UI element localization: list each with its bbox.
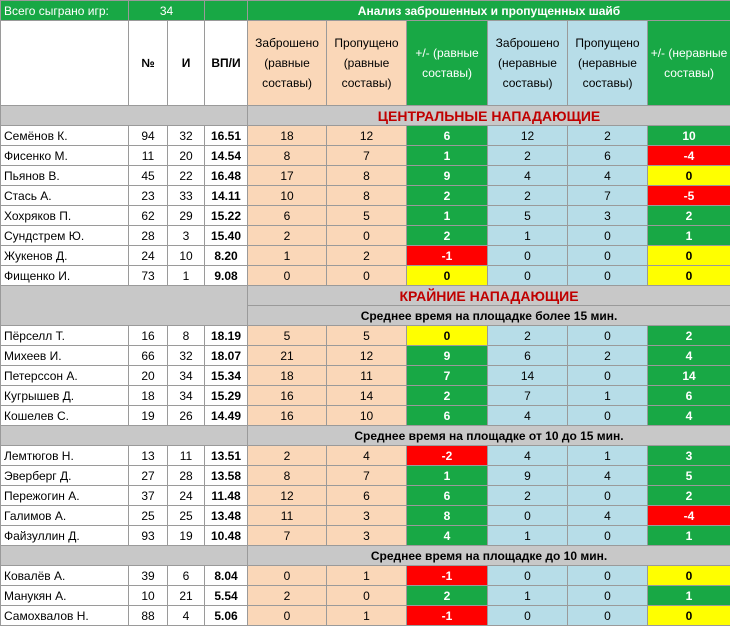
scored-uneven: 6 <box>488 346 568 366</box>
table-row <box>1 466 730 486</box>
plus-minus-even: 0 <box>407 326 488 346</box>
scored-uneven: 12 <box>488 126 568 146</box>
games-value: 34 <box>129 1 205 21</box>
plus-minus-even: 2 <box>407 186 488 206</box>
plus-minus-uneven: -4 <box>648 146 730 166</box>
ice-time-per-game: 18.19 <box>205 326 248 346</box>
plus-minus-uneven: 0 <box>648 166 730 186</box>
conceded-uneven: 0 <box>568 266 648 286</box>
ice-time-per-game: 18.07 <box>205 346 248 366</box>
conceded-uneven: 6 <box>568 146 648 166</box>
table-row <box>1 246 730 266</box>
scored-even: 8 <box>248 466 327 486</box>
player-name: Фисенко М. <box>1 146 129 166</box>
scored-even: 10 <box>248 186 327 206</box>
player-name: Кугрышев Д. <box>1 386 129 406</box>
player-number: 93 <box>129 526 168 546</box>
games-played: 4 <box>168 606 205 626</box>
table-row <box>1 266 730 286</box>
scored-uneven: 4 <box>488 446 568 466</box>
pm-uneven-header: +/- (неравные составы) <box>648 21 730 106</box>
player-name: Жукенов Д. <box>1 246 129 266</box>
plus-minus-uneven: 14 <box>648 366 730 386</box>
plus-minus-uneven: 0 <box>648 266 730 286</box>
section-subtitle-row <box>1 546 730 566</box>
conceded-uneven: 2 <box>568 126 648 146</box>
table-row <box>1 526 730 546</box>
player-number: 16 <box>129 326 168 346</box>
conceded-even: 5 <box>327 326 407 346</box>
conceded-even: 0 <box>327 586 407 606</box>
plus-minus-uneven: 2 <box>648 206 730 226</box>
plus-minus-even: 0 <box>407 266 488 286</box>
scored-even: 0 <box>248 566 327 586</box>
plus-minus-even: 6 <box>407 126 488 146</box>
plus-minus-uneven: 3 <box>648 446 730 466</box>
games-played: 34 <box>168 386 205 406</box>
conceded-uneven: 4 <box>568 166 648 186</box>
ice-time-per-game: 14.54 <box>205 146 248 166</box>
player-number: 11 <box>129 146 168 166</box>
player-name: Михеев И. <box>1 346 129 366</box>
plus-minus-even: 7 <box>407 366 488 386</box>
name-header <box>1 21 129 106</box>
ice-time-per-game: 15.22 <box>205 206 248 226</box>
player-number: 73 <box>129 266 168 286</box>
ice-time-per-game: 15.34 <box>205 366 248 386</box>
player-name: Хохряков П. <box>1 206 129 226</box>
section-gray-cell <box>1 546 248 566</box>
vpi-header: ВП/И <box>205 21 248 106</box>
scored-even: 16 <box>248 386 327 406</box>
ice-time-per-game: 13.58 <box>205 466 248 486</box>
player-number: 25 <box>129 506 168 526</box>
scored-uneven: 0 <box>488 606 568 626</box>
games-played: 22 <box>168 166 205 186</box>
conceded-uneven: 0 <box>568 226 648 246</box>
ice-time-per-game: 5.06 <box>205 606 248 626</box>
player-name: Самохвалов Н. <box>1 606 129 626</box>
conceded-even: 5 <box>327 206 407 226</box>
conceded-uneven: 0 <box>568 326 648 346</box>
table-row <box>1 386 730 406</box>
plus-minus-uneven: 1 <box>648 586 730 606</box>
games-header: И <box>168 21 205 106</box>
plus-minus-even: 2 <box>407 586 488 606</box>
conceded-even: 8 <box>327 166 407 186</box>
conceded-even: 1 <box>327 606 407 626</box>
plus-minus-even: -1 <box>407 246 488 266</box>
ice-time-per-game: 16.51 <box>205 126 248 146</box>
ice-time-per-game: 5.54 <box>205 586 248 606</box>
player-number: 24 <box>129 246 168 266</box>
conceded-uneven: 4 <box>568 466 648 486</box>
ice-time-per-game: 10.48 <box>205 526 248 546</box>
games-played: 3 <box>168 226 205 246</box>
section-gray-cell <box>1 426 248 446</box>
conceded-even: 10 <box>327 406 407 426</box>
ice-time-per-game: 13.51 <box>205 446 248 466</box>
conceded-even: 3 <box>327 506 407 526</box>
scored-even: 6 <box>248 206 327 226</box>
player-number: 62 <box>129 206 168 226</box>
ice-time-per-game: 13.48 <box>205 506 248 526</box>
player-number: 10 <box>129 586 168 606</box>
player-number: 66 <box>129 346 168 366</box>
plus-minus-even: -1 <box>407 566 488 586</box>
player-name: Кошелев С. <box>1 406 129 426</box>
pm-even-header: +/- (равные составы) <box>407 21 488 106</box>
player-name: Стась А. <box>1 186 129 206</box>
table-row <box>1 366 730 386</box>
scored-even: 8 <box>248 146 327 166</box>
games-played: 6 <box>168 566 205 586</box>
games-played: 33 <box>168 186 205 206</box>
section-title: КРАЙНИЕ НАПАДАЮЩИЕ <box>248 286 730 306</box>
plus-minus-even: -1 <box>407 606 488 626</box>
games-played: 20 <box>168 146 205 166</box>
plus-minus-even: 8 <box>407 506 488 526</box>
player-name: Пережогин А. <box>1 486 129 506</box>
plus-minus-uneven: 6 <box>648 386 730 406</box>
table-row <box>1 166 730 186</box>
plus-minus-uneven: 4 <box>648 346 730 366</box>
table-row <box>1 126 730 146</box>
conceded-uneven-header: Пропущено (неравные составы) <box>568 21 648 106</box>
player-number: 45 <box>129 166 168 186</box>
scored-even: 0 <box>248 266 327 286</box>
player-name: Фищенко И. <box>1 266 129 286</box>
player-number: 39 <box>129 566 168 586</box>
scored-uneven: 0 <box>488 566 568 586</box>
player-name: Ковалёв А. <box>1 566 129 586</box>
plus-minus-even: 2 <box>407 386 488 406</box>
ice-time-per-game: 15.29 <box>205 386 248 406</box>
plus-minus-uneven: -5 <box>648 186 730 206</box>
plus-minus-uneven: 5 <box>648 466 730 486</box>
scored-even: 7 <box>248 526 327 546</box>
games-played: 32 <box>168 126 205 146</box>
games-played: 26 <box>168 406 205 426</box>
section-subtitle: Среднее время на площадке до 10 мин. <box>248 546 730 566</box>
table-row <box>1 486 730 506</box>
plus-minus-uneven: 10 <box>648 126 730 146</box>
conceded-uneven: 0 <box>568 586 648 606</box>
conceded-even: 12 <box>327 346 407 366</box>
ice-time-per-game: 8.20 <box>205 246 248 266</box>
conceded-even: 0 <box>327 266 407 286</box>
ice-time-per-game: 14.11 <box>205 186 248 206</box>
conceded-even-header: Пропущено (равные составы) <box>327 21 407 106</box>
plus-minus-uneven: 1 <box>648 526 730 546</box>
scored-even: 2 <box>248 226 327 246</box>
conceded-even: 3 <box>327 526 407 546</box>
conceded-even: 0 <box>327 226 407 246</box>
plus-minus-uneven: 4 <box>648 406 730 426</box>
table-row <box>1 506 730 526</box>
scored-uneven: 1 <box>488 226 568 246</box>
games-played: 24 <box>168 486 205 506</box>
section-title-row <box>1 286 730 306</box>
player-name: Лемтюгов Н. <box>1 446 129 466</box>
plus-minus-even: 2 <box>407 226 488 246</box>
scored-uneven: 7 <box>488 386 568 406</box>
table-row <box>1 206 730 226</box>
plus-minus-uneven: 0 <box>648 246 730 266</box>
scored-uneven: 5 <box>488 206 568 226</box>
player-number: 88 <box>129 606 168 626</box>
player-name: Файзуллин Д. <box>1 526 129 546</box>
section-title: ЦЕНТРАЛЬНЫЕ НАПАДАЮЩИЕ <box>248 106 730 126</box>
scored-even: 5 <box>248 326 327 346</box>
player-number: 27 <box>129 466 168 486</box>
scored-uneven: 0 <box>488 266 568 286</box>
player-number: 19 <box>129 406 168 426</box>
scored-even: 16 <box>248 406 327 426</box>
ice-time-per-game: 15.40 <box>205 226 248 246</box>
player-number: 18 <box>129 386 168 406</box>
player-number: 37 <box>129 486 168 506</box>
scored-even-header: Заброшено (равные составы) <box>248 21 327 106</box>
scored-even: 18 <box>248 126 327 146</box>
section-subtitle: Среднее время на площадке от 10 до 15 мин. <box>248 426 730 446</box>
conceded-uneven: 7 <box>568 186 648 206</box>
conceded-uneven: 0 <box>568 246 648 266</box>
scored-uneven-header: Заброшено (неравные составы) <box>488 21 568 106</box>
player-name: Галимов А. <box>1 506 129 526</box>
plus-minus-uneven: 1 <box>648 226 730 246</box>
plus-minus-even: 6 <box>407 486 488 506</box>
player-name: Семёнов К. <box>1 126 129 146</box>
player-number: 94 <box>129 126 168 146</box>
scored-uneven: 2 <box>488 326 568 346</box>
section-subtitle: Среднее время на площадке более 15 мин. <box>248 306 730 326</box>
table-row <box>1 226 730 246</box>
conceded-uneven: 4 <box>568 506 648 526</box>
plus-minus-uneven: 2 <box>648 486 730 506</box>
blank-cell <box>205 1 248 21</box>
plus-minus-even: -2 <box>407 446 488 466</box>
conceded-even: 11 <box>327 366 407 386</box>
scored-even: 12 <box>248 486 327 506</box>
section-title-row <box>1 106 730 126</box>
games-played: 34 <box>168 366 205 386</box>
scored-even: 18 <box>248 366 327 386</box>
conceded-uneven: 1 <box>568 446 648 466</box>
table-row <box>1 446 730 466</box>
plus-minus-even: 4 <box>407 526 488 546</box>
games-played: 11 <box>168 446 205 466</box>
scored-uneven: 0 <box>488 506 568 526</box>
games-played: 25 <box>168 506 205 526</box>
table-row <box>1 406 730 426</box>
scored-uneven: 4 <box>488 406 568 426</box>
scored-uneven: 2 <box>488 146 568 166</box>
player-name: Манукян А. <box>1 586 129 606</box>
games-played: 29 <box>168 206 205 226</box>
games-played: 8 <box>168 326 205 346</box>
scored-even: 0 <box>248 606 327 626</box>
section-gray-cell <box>1 286 248 326</box>
player-number: 20 <box>129 366 168 386</box>
conceded-uneven: 1 <box>568 386 648 406</box>
scored-even: 2 <box>248 586 327 606</box>
table-title: Анализ заброшенных и пропущенных шайб <box>248 1 730 21</box>
player-name: Петерссон А. <box>1 366 129 386</box>
games-played: 19 <box>168 526 205 546</box>
conceded-even: 8 <box>327 186 407 206</box>
ice-time-per-game: 14.49 <box>205 406 248 426</box>
scored-uneven: 2 <box>488 486 568 506</box>
scored-uneven: 1 <box>488 526 568 546</box>
table-row <box>1 346 730 366</box>
section-subtitle-row <box>1 426 730 446</box>
player-name: Пьянов В. <box>1 166 129 186</box>
scored-uneven: 9 <box>488 466 568 486</box>
conceded-even: 4 <box>327 446 407 466</box>
num-header: № <box>129 21 168 106</box>
plus-minus-uneven: 2 <box>648 326 730 346</box>
table-row <box>1 586 730 606</box>
player-name: Сундстрем Ю. <box>1 226 129 246</box>
scored-uneven: 14 <box>488 366 568 386</box>
scored-uneven: 0 <box>488 246 568 266</box>
plus-minus-even: 1 <box>407 206 488 226</box>
conceded-uneven: 0 <box>568 406 648 426</box>
conceded-uneven: 0 <box>568 526 648 546</box>
plus-minus-even: 9 <box>407 346 488 366</box>
scored-even: 1 <box>248 246 327 266</box>
plus-minus-uneven: 0 <box>648 606 730 626</box>
games-played: 21 <box>168 586 205 606</box>
scored-even: 11 <box>248 506 327 526</box>
ice-time-per-game: 11.48 <box>205 486 248 506</box>
player-number: 13 <box>129 446 168 466</box>
conceded-even: 12 <box>327 126 407 146</box>
games-played: 28 <box>168 466 205 486</box>
section-gray-cell <box>1 106 248 126</box>
player-name: Пёрселл Т. <box>1 326 129 346</box>
conceded-uneven: 0 <box>568 366 648 386</box>
table-row <box>1 566 730 586</box>
plus-minus-uneven: -4 <box>648 506 730 526</box>
plus-minus-even: 1 <box>407 466 488 486</box>
table-row <box>1 326 730 346</box>
conceded-uneven: 2 <box>568 346 648 366</box>
scored-even: 21 <box>248 346 327 366</box>
conceded-even: 7 <box>327 146 407 166</box>
ice-time-per-game: 16.48 <box>205 166 248 186</box>
plus-minus-even: 9 <box>407 166 488 186</box>
plus-minus-even: 1 <box>407 146 488 166</box>
scored-uneven: 4 <box>488 166 568 186</box>
ice-time-per-game: 8.04 <box>205 566 248 586</box>
games-played: 32 <box>168 346 205 366</box>
conceded-uneven: 0 <box>568 606 648 626</box>
games-played: 1 <box>168 266 205 286</box>
player-number: 23 <box>129 186 168 206</box>
plus-minus-even: 6 <box>407 406 488 426</box>
player-number: 28 <box>129 226 168 246</box>
scored-even: 2 <box>248 446 327 466</box>
scored-even: 17 <box>248 166 327 186</box>
player-name: Эверберг Д. <box>1 466 129 486</box>
conceded-even: 2 <box>327 246 407 266</box>
scored-uneven: 1 <box>488 586 568 606</box>
games-played: 10 <box>168 246 205 266</box>
games-label: Всего сыграно игр: <box>1 1 129 21</box>
conceded-even: 6 <box>327 486 407 506</box>
conceded-even: 1 <box>327 566 407 586</box>
conceded-uneven: 0 <box>568 566 648 586</box>
conceded-even: 14 <box>327 386 407 406</box>
conceded-uneven: 3 <box>568 206 648 226</box>
table-row <box>1 186 730 206</box>
conceded-uneven: 0 <box>568 486 648 506</box>
ice-time-per-game: 9.08 <box>205 266 248 286</box>
plus-minus-uneven: 0 <box>648 566 730 586</box>
conceded-even: 7 <box>327 466 407 486</box>
table-row <box>1 146 730 166</box>
scored-uneven: 2 <box>488 186 568 206</box>
